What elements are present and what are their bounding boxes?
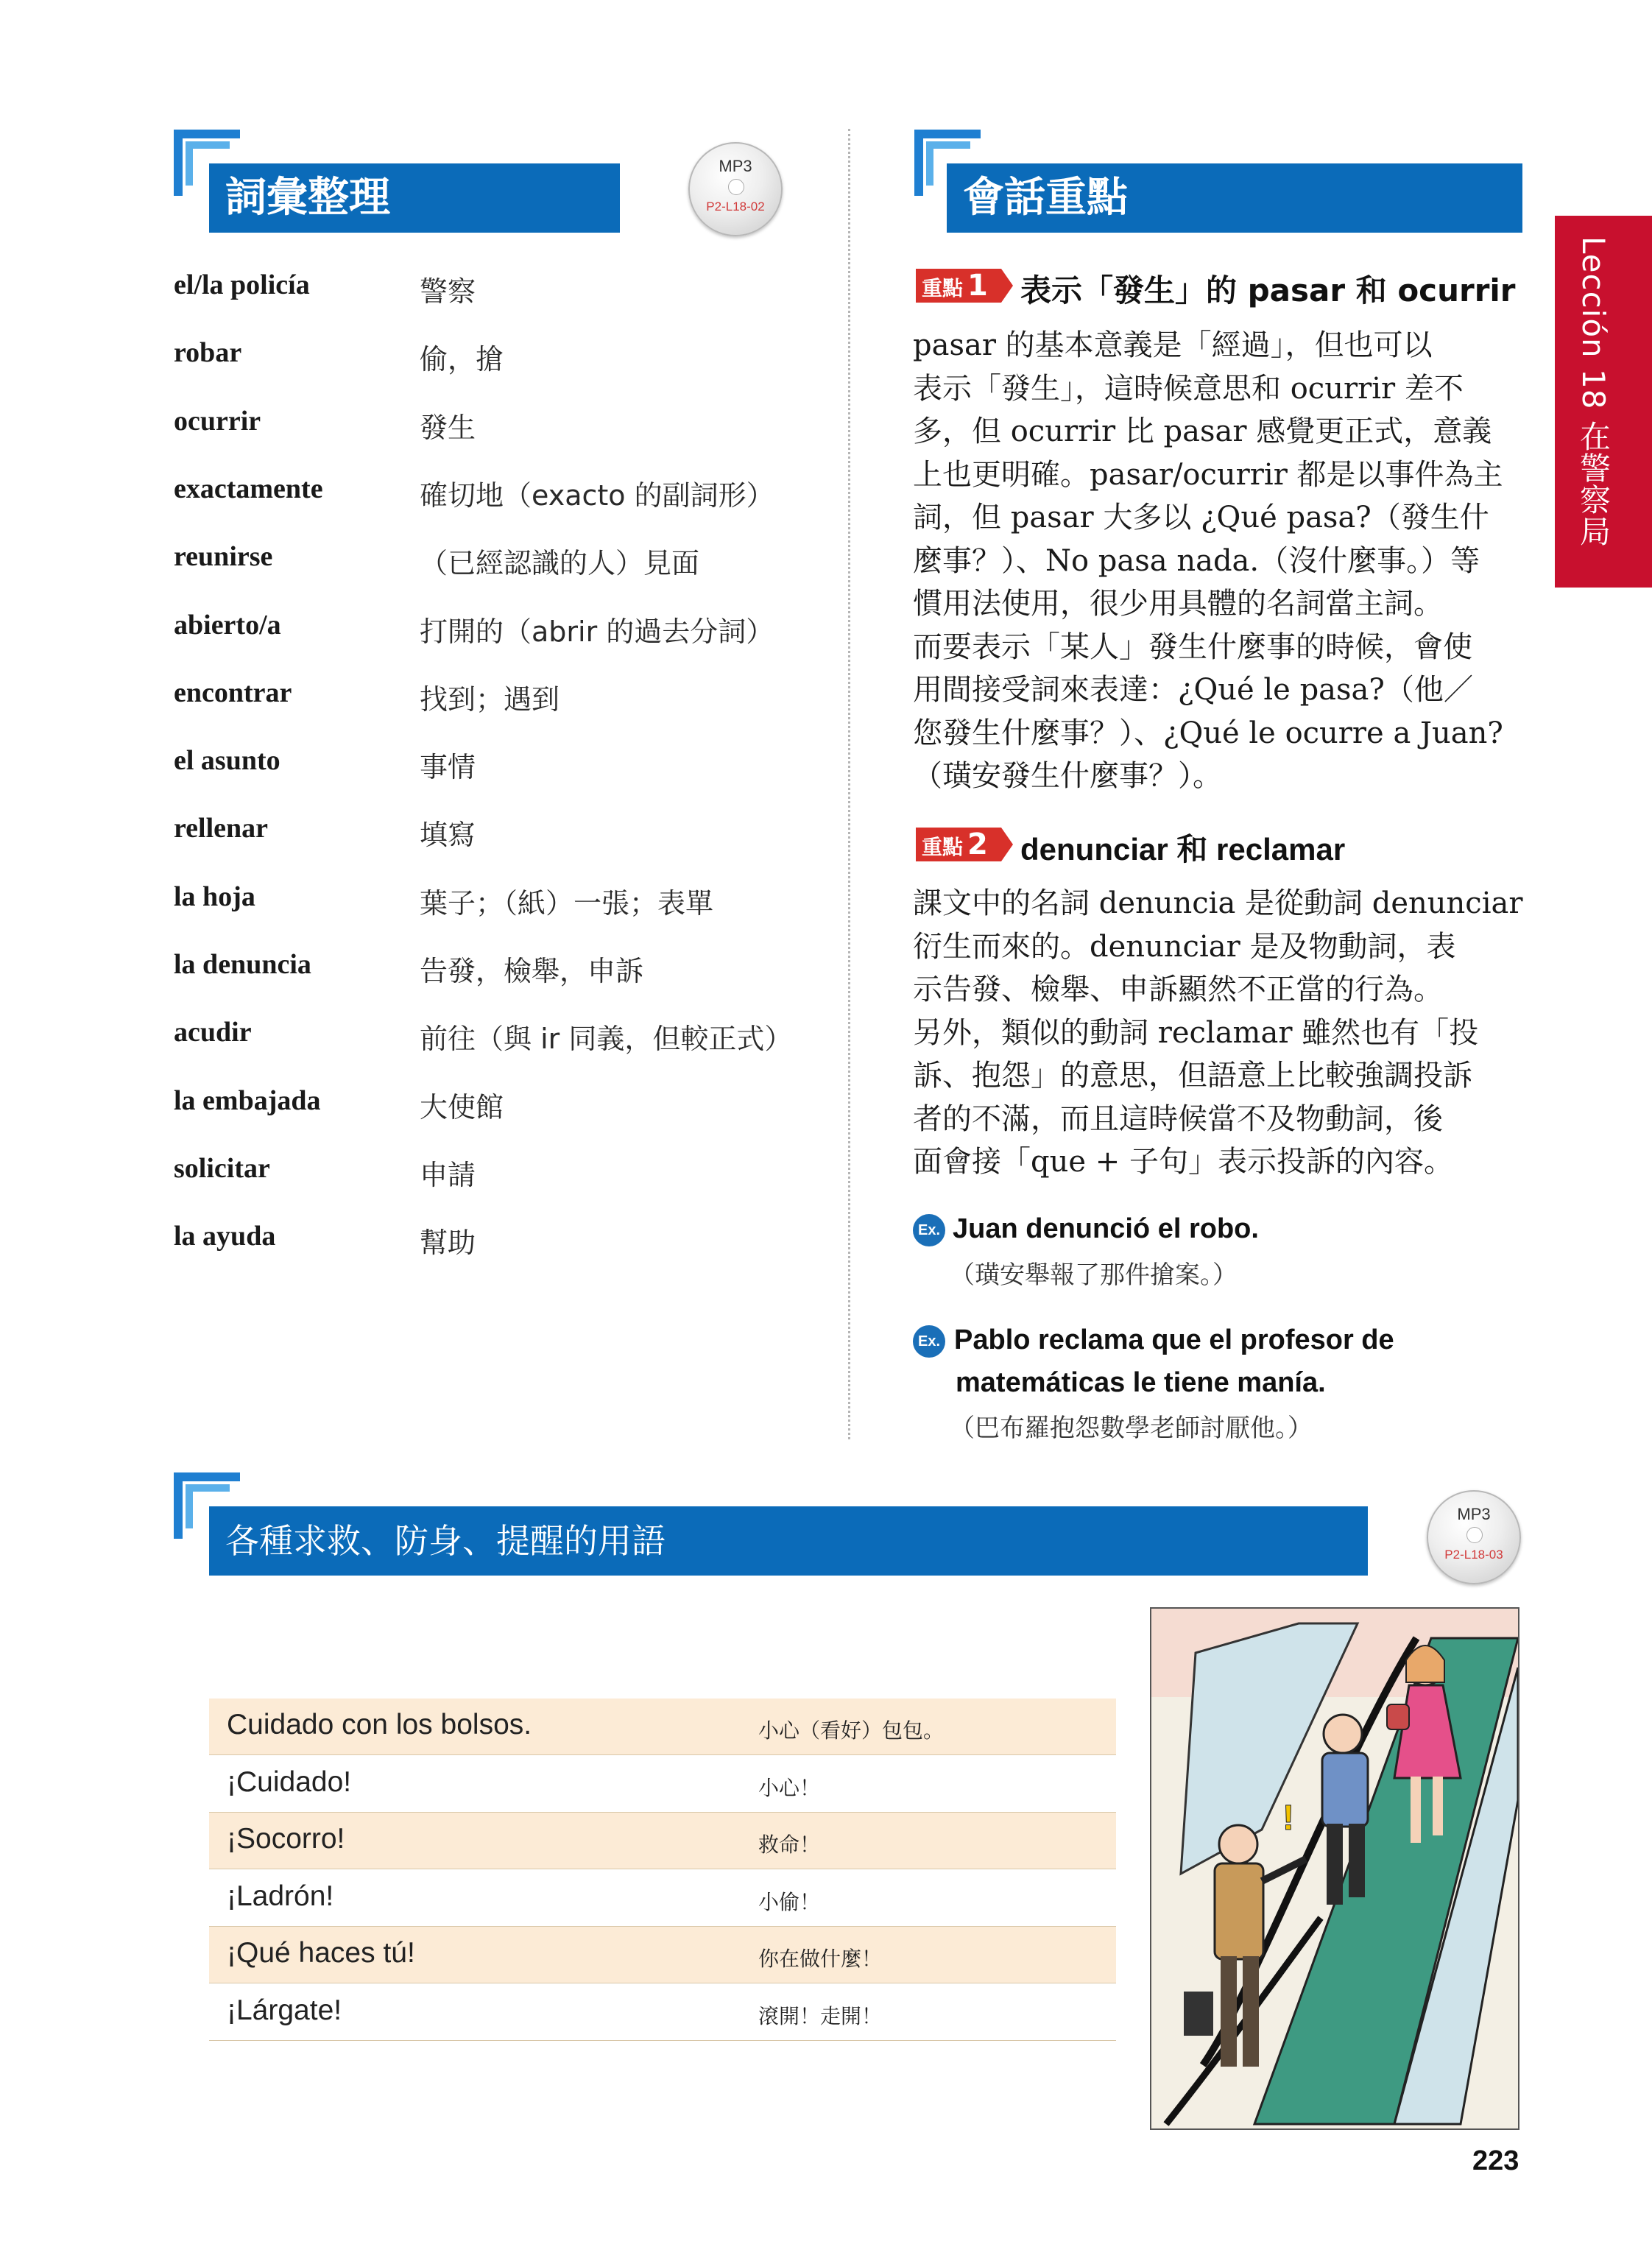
escalator-theft-illustration bbox=[1150, 1607, 1519, 2130]
vocab-spanish-term: exactamente bbox=[174, 473, 323, 504]
paragraph-line: 您發生什麼事？）、¿Qué le ocurre a Juan? bbox=[913, 716, 1503, 750]
example-1-translation: （璜安舉報了那件搶案。） bbox=[950, 1260, 1238, 1290]
vocab-chinese-meaning: 警察 bbox=[420, 275, 476, 308]
man-head bbox=[1219, 1825, 1257, 1863]
illustration-drawing bbox=[1151, 1609, 1518, 2128]
phrase-row bbox=[209, 1699, 1116, 1755]
vocab-spanish-term: solicitar bbox=[174, 1152, 270, 1184]
key-point-2-title: denunciar 和 reclamar bbox=[1020, 832, 1346, 867]
exclamation-mark: ! bbox=[1282, 1799, 1294, 1838]
phrase-row bbox=[209, 1984, 1116, 2041]
phrase-row bbox=[209, 1813, 1116, 1869]
paragraph-line: 面會接「que + 子句」表示投訴的內容。 bbox=[913, 1145, 1453, 1179]
phrase-chinese: 小心！ bbox=[758, 1775, 821, 1800]
vocab-row bbox=[174, 1220, 836, 1264]
phrase-chinese: 小偷！ bbox=[758, 1889, 821, 1914]
phrase-chinese: 救命！ bbox=[758, 1833, 821, 1857]
paragraph-line: 課文中的名詞 denuncia 是從動詞 denunciar bbox=[913, 886, 1523, 920]
vocab-spanish-term: abierto/a bbox=[174, 609, 281, 641]
phrase-chinese: 小心（看好）包包。 bbox=[758, 1718, 945, 1743]
vocab-spanish-term: ocurrir bbox=[174, 405, 261, 437]
key-point-arrow bbox=[1001, 828, 1013, 861]
vocab-row bbox=[174, 881, 836, 925]
thief-leg bbox=[1349, 1824, 1365, 1897]
vocab-chinese-meaning: 大使館 bbox=[420, 1090, 504, 1124]
vocab-row bbox=[174, 1152, 836, 1196]
paragraph-line: 用間接受詞來表達：¿Qué le pasa?（他／ bbox=[913, 673, 1473, 707]
phrase-row bbox=[209, 1756, 1116, 1813]
example-2-spanish-line-2: matemáticas le tiene manía. bbox=[956, 1367, 1326, 1398]
vocab-chinese-meaning: 填寫 bbox=[420, 819, 476, 852]
vocab-chinese-meaning: 告發，檢舉，申訴 bbox=[420, 955, 644, 987]
vocab-chinese-meaning: 確切地（exacto 的副詞形） bbox=[420, 479, 774, 512]
paragraph-line: 示告發、檢舉、申訴顯然不正當的行為。 bbox=[913, 973, 1443, 1006]
vocab-chinese-meaning: 葉子；（紙）一張；表單 bbox=[420, 886, 714, 920]
lesson-side-tab-label: Lección 18 在警察局 bbox=[1575, 236, 1612, 547]
vocab-chinese-meaning: 前往（與 ir 同義，但較正式） bbox=[420, 1023, 793, 1056]
vocab-chinese-meaning: 打開的（abrir 的過去分詞） bbox=[420, 615, 774, 648]
thief-body bbox=[1322, 1753, 1368, 1827]
mp3-track-code: P2-L18-02 bbox=[706, 200, 765, 214]
example-2-spanish-line-1: Pablo reclama que el profesor de bbox=[954, 1324, 1394, 1355]
paragraph-line: pasar 的基本意義是「經過」，但也可以 bbox=[913, 328, 1433, 362]
disc-hole bbox=[728, 179, 744, 195]
vocab-spanish-term: robar bbox=[174, 337, 242, 369]
vocab-row bbox=[174, 948, 836, 992]
paragraph-line: 上也更明確。pasar/ocurrir 都是以事件為主 bbox=[913, 457, 1503, 492]
handbag bbox=[1387, 1704, 1409, 1729]
page-number: 223 bbox=[1472, 2145, 1519, 2176]
paragraph-line: 衍生而來的。denunciar 是及物動詞，表 bbox=[913, 929, 1456, 964]
phrase-row bbox=[209, 1927, 1116, 1983]
key-point-label-text: 重點 bbox=[922, 276, 964, 300]
phrase-spanish: ¡Socorro! bbox=[227, 1823, 345, 1855]
vocab-spanish-term: la embajada bbox=[174, 1084, 321, 1116]
vocab-row bbox=[174, 812, 836, 856]
vocab-chinese-meaning: （已經認識的人）見面 bbox=[420, 547, 700, 580]
example-icon: Ex. bbox=[913, 1214, 945, 1246]
vocab-chinese-meaning: 找到；遇到 bbox=[420, 682, 560, 716]
key-point-number: 1 bbox=[967, 269, 988, 303]
vocab-spanish-term: encontrar bbox=[174, 677, 292, 708]
vocab-row bbox=[174, 1016, 836, 1060]
phrases-section-title: 各種求救、防身、提醒的用語 bbox=[209, 1506, 1368, 1576]
key-point-arrow bbox=[1001, 269, 1013, 303]
man-leg bbox=[1243, 1956, 1259, 2067]
paragraph-line: 另外，類似的動詞 reclamar 雖然也有「投 bbox=[913, 1015, 1479, 1050]
vocab-spanish-term: la denuncia bbox=[174, 949, 311, 980]
vocab-chinese-meaning: 發生 bbox=[420, 411, 476, 444]
vocab-spanish-term: acudir bbox=[174, 1017, 252, 1048]
vocab-row bbox=[174, 677, 836, 721]
mp3-label: MP3 bbox=[719, 157, 752, 175]
vocab-row bbox=[174, 336, 836, 381]
example-1-spanish: Juan denunció el robo. bbox=[953, 1213, 1259, 1244]
vocab-row bbox=[174, 609, 836, 653]
paragraph-line: 者的不滿，而且這時候當不及物動詞，後 bbox=[913, 1101, 1443, 1136]
thief-head bbox=[1324, 1715, 1362, 1753]
phrase-chinese: 你在做什麼！ bbox=[758, 1947, 883, 1971]
vocab-spanish-term: reunirse bbox=[174, 541, 273, 573]
key-point-1-label bbox=[916, 269, 1001, 303]
phrase-row bbox=[209, 1870, 1116, 1927]
vocab-section-title: 詞彙整理 bbox=[209, 163, 620, 233]
key-point-number: 2 bbox=[967, 828, 988, 861]
vocab-spanish-term: rellenar bbox=[174, 813, 269, 844]
paragraph-line: （璜安發生什麼事？）。 bbox=[913, 759, 1222, 793]
phrase-spanish: ¡Cuidado! bbox=[227, 1766, 352, 1798]
column-divider bbox=[848, 129, 850, 1439]
vocab-chinese-meaning: 申請 bbox=[420, 1158, 476, 1191]
vocab-row bbox=[174, 1084, 836, 1129]
mp3-audio-icon[interactable] bbox=[1427, 1490, 1521, 1584]
paragraph-line: 詞，但 pasar 大多以 ¿Qué pasa?（發生什 bbox=[913, 501, 1489, 535]
dialogue-section-title: 會話重點 bbox=[947, 163, 1522, 233]
paragraph-line: 麼事？）、No pasa nada.（沒什麼事。）等 bbox=[913, 543, 1480, 578]
man-briefcase bbox=[1184, 1992, 1213, 2036]
key-point-label-text: 重點 bbox=[922, 835, 964, 859]
mp3-track-code: P2-L18-03 bbox=[1444, 1548, 1503, 1562]
mp3-audio-icon[interactable] bbox=[688, 142, 783, 236]
vocab-spanish-term: el/la policía bbox=[174, 269, 310, 300]
paragraph-line: 訴、抱怨」的意思，但語意上比較強調投訴 bbox=[913, 1059, 1472, 1093]
thief-leg bbox=[1327, 1824, 1343, 1905]
paragraph-line: 而要表示「某人」發生什麼事的時候，會使 bbox=[913, 629, 1472, 664]
paragraph-line: 慣用法使用，很少用具體的名詞當主詞。 bbox=[913, 587, 1443, 621]
woman-leg bbox=[1411, 1777, 1421, 1843]
paragraph-line: 表示「發生」，這時候意思和 ocurrir 差不 bbox=[913, 371, 1464, 406]
vocab-chinese-meaning: 幫助 bbox=[420, 1227, 476, 1260]
mp3-label: MP3 bbox=[1457, 1505, 1491, 1523]
phrase-chinese: 滾開！走開！ bbox=[758, 2003, 883, 2028]
vocab-spanish-term: la ayuda bbox=[174, 1221, 276, 1252]
vocab-row bbox=[174, 269, 836, 313]
example-icon: Ex. bbox=[913, 1325, 945, 1358]
phrase-spanish: ¡Ladrón! bbox=[227, 1880, 334, 1912]
vocab-spanish-term: el asunto bbox=[174, 745, 280, 777]
vocab-row bbox=[174, 540, 836, 585]
key-point-1-title: 表示「發生」的 pasar 和 ocurrir bbox=[1020, 272, 1516, 308]
key-point-1-body bbox=[913, 324, 1524, 798]
lesson-side-tab bbox=[1555, 216, 1652, 588]
example-2-translation: （巴布羅抱怨數學老師討厭他。） bbox=[950, 1414, 1313, 1443]
vocab-chinese-meaning: 偷，搶 bbox=[420, 343, 504, 376]
man-leg bbox=[1221, 1956, 1237, 2067]
phrase-spanish: Cuidado con los bolsos. bbox=[227, 1709, 532, 1740]
paragraph-line: 多，但 ocurrir 比 pasar 感覺更正式，意義 bbox=[913, 415, 1492, 448]
vocab-row bbox=[174, 473, 836, 517]
vocab-row bbox=[174, 744, 836, 789]
vocab-spanish-term: la hoja bbox=[174, 881, 255, 912]
phrase-spanish: ¡Lárgate! bbox=[227, 1994, 342, 2026]
woman-leg bbox=[1433, 1777, 1443, 1835]
phrase-spanish: ¡Qué haces tú! bbox=[227, 1937, 415, 1969]
vocab-row bbox=[174, 405, 836, 449]
vocab-chinese-meaning: 事情 bbox=[420, 751, 476, 784]
man-jacket bbox=[1215, 1863, 1263, 1959]
disc-hole bbox=[1466, 1527, 1483, 1543]
key-point-2-label bbox=[916, 828, 1001, 861]
key-point-2-body bbox=[913, 882, 1524, 1184]
